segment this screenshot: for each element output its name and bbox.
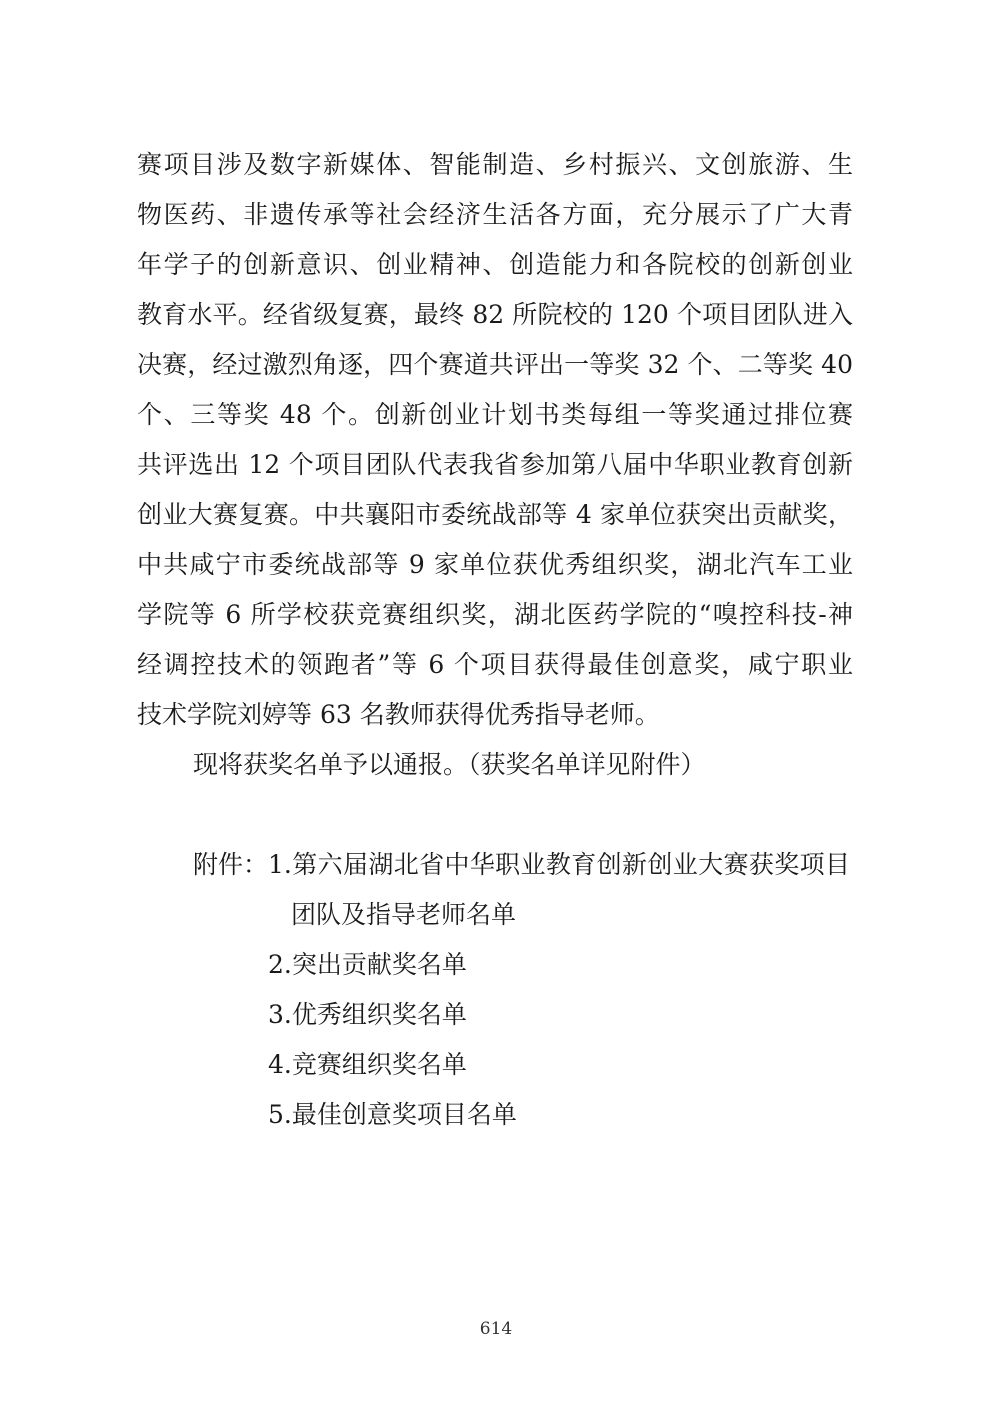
paragraph-line-1: 赛项目涉及数字新媒体、智能制造、乡村振兴、文创旅游、生 <box>137 150 853 179</box>
attachment-item-1: 1.第六届湖北省中华职业教育创新创业大赛获奖项目 <box>268 850 850 879</box>
attachment-item-4: 4.竞赛组织奖名单 <box>268 1050 467 1079</box>
attachment-item-2: 2.突出贡献奖名单 <box>268 950 467 979</box>
paragraph-line-11: 经调控技术的领跑者”等 6 个项目获得最佳创意奖，咸宁职业 <box>137 650 853 679</box>
paragraph-line-4: 教育水平。经省级复赛，最终 82 所院校的 120 个项目团队进入 <box>137 300 853 329</box>
paragraph-line-6: 个、三等奖 48 个。创新创业计划书类每组一等奖通过排位赛 <box>137 400 853 429</box>
paragraph-line-12: 技术学院刘婷等 63 名教师获得优秀指导老师。 <box>137 700 660 729</box>
paragraph-line-9: 中共咸宁市委统战部等 9 家单位获优秀组织奖，湖北汽车工业 <box>137 550 853 579</box>
attachment-item-5: 5.最佳创意奖项目名单 <box>268 1100 517 1129</box>
announcement-text: 现将获奖名单予以通报。（获奖名单详见附件） <box>193 750 706 779</box>
paragraph-line-2: 物医药、非遗传承等社会经济生活各方面，充分展示了广大青 <box>137 200 853 229</box>
attachment-item-3: 3.优秀组织奖名单 <box>268 1000 467 1029</box>
paragraph-line-3: 年学子的创新意识、创业精神、创造能力和各院校的创新创业 <box>137 250 853 279</box>
paragraph-line-5: 决赛，经过激烈角逐，四个赛道共评出一等奖 32 个、二等奖 40 <box>137 350 853 379</box>
attachments-label: 附件： <box>193 850 269 879</box>
paragraph-line-8: 创业大赛复赛。中共襄阳市委统战部等 4 家单位获突出贡献奖， <box>137 500 853 529</box>
paragraph-line-7: 共评选出 12 个项目团队代表我省参加第八届中华职业教育创新 <box>137 450 853 479</box>
paragraph-line-10: 学院等 6 所学校获竞赛组织奖，湖北医药学院的“嗅控科技-神 <box>137 600 853 629</box>
page-number: 614 <box>479 1319 513 1339</box>
attachment-item-1-continuation: 团队及指导老师名单 <box>291 900 517 929</box>
